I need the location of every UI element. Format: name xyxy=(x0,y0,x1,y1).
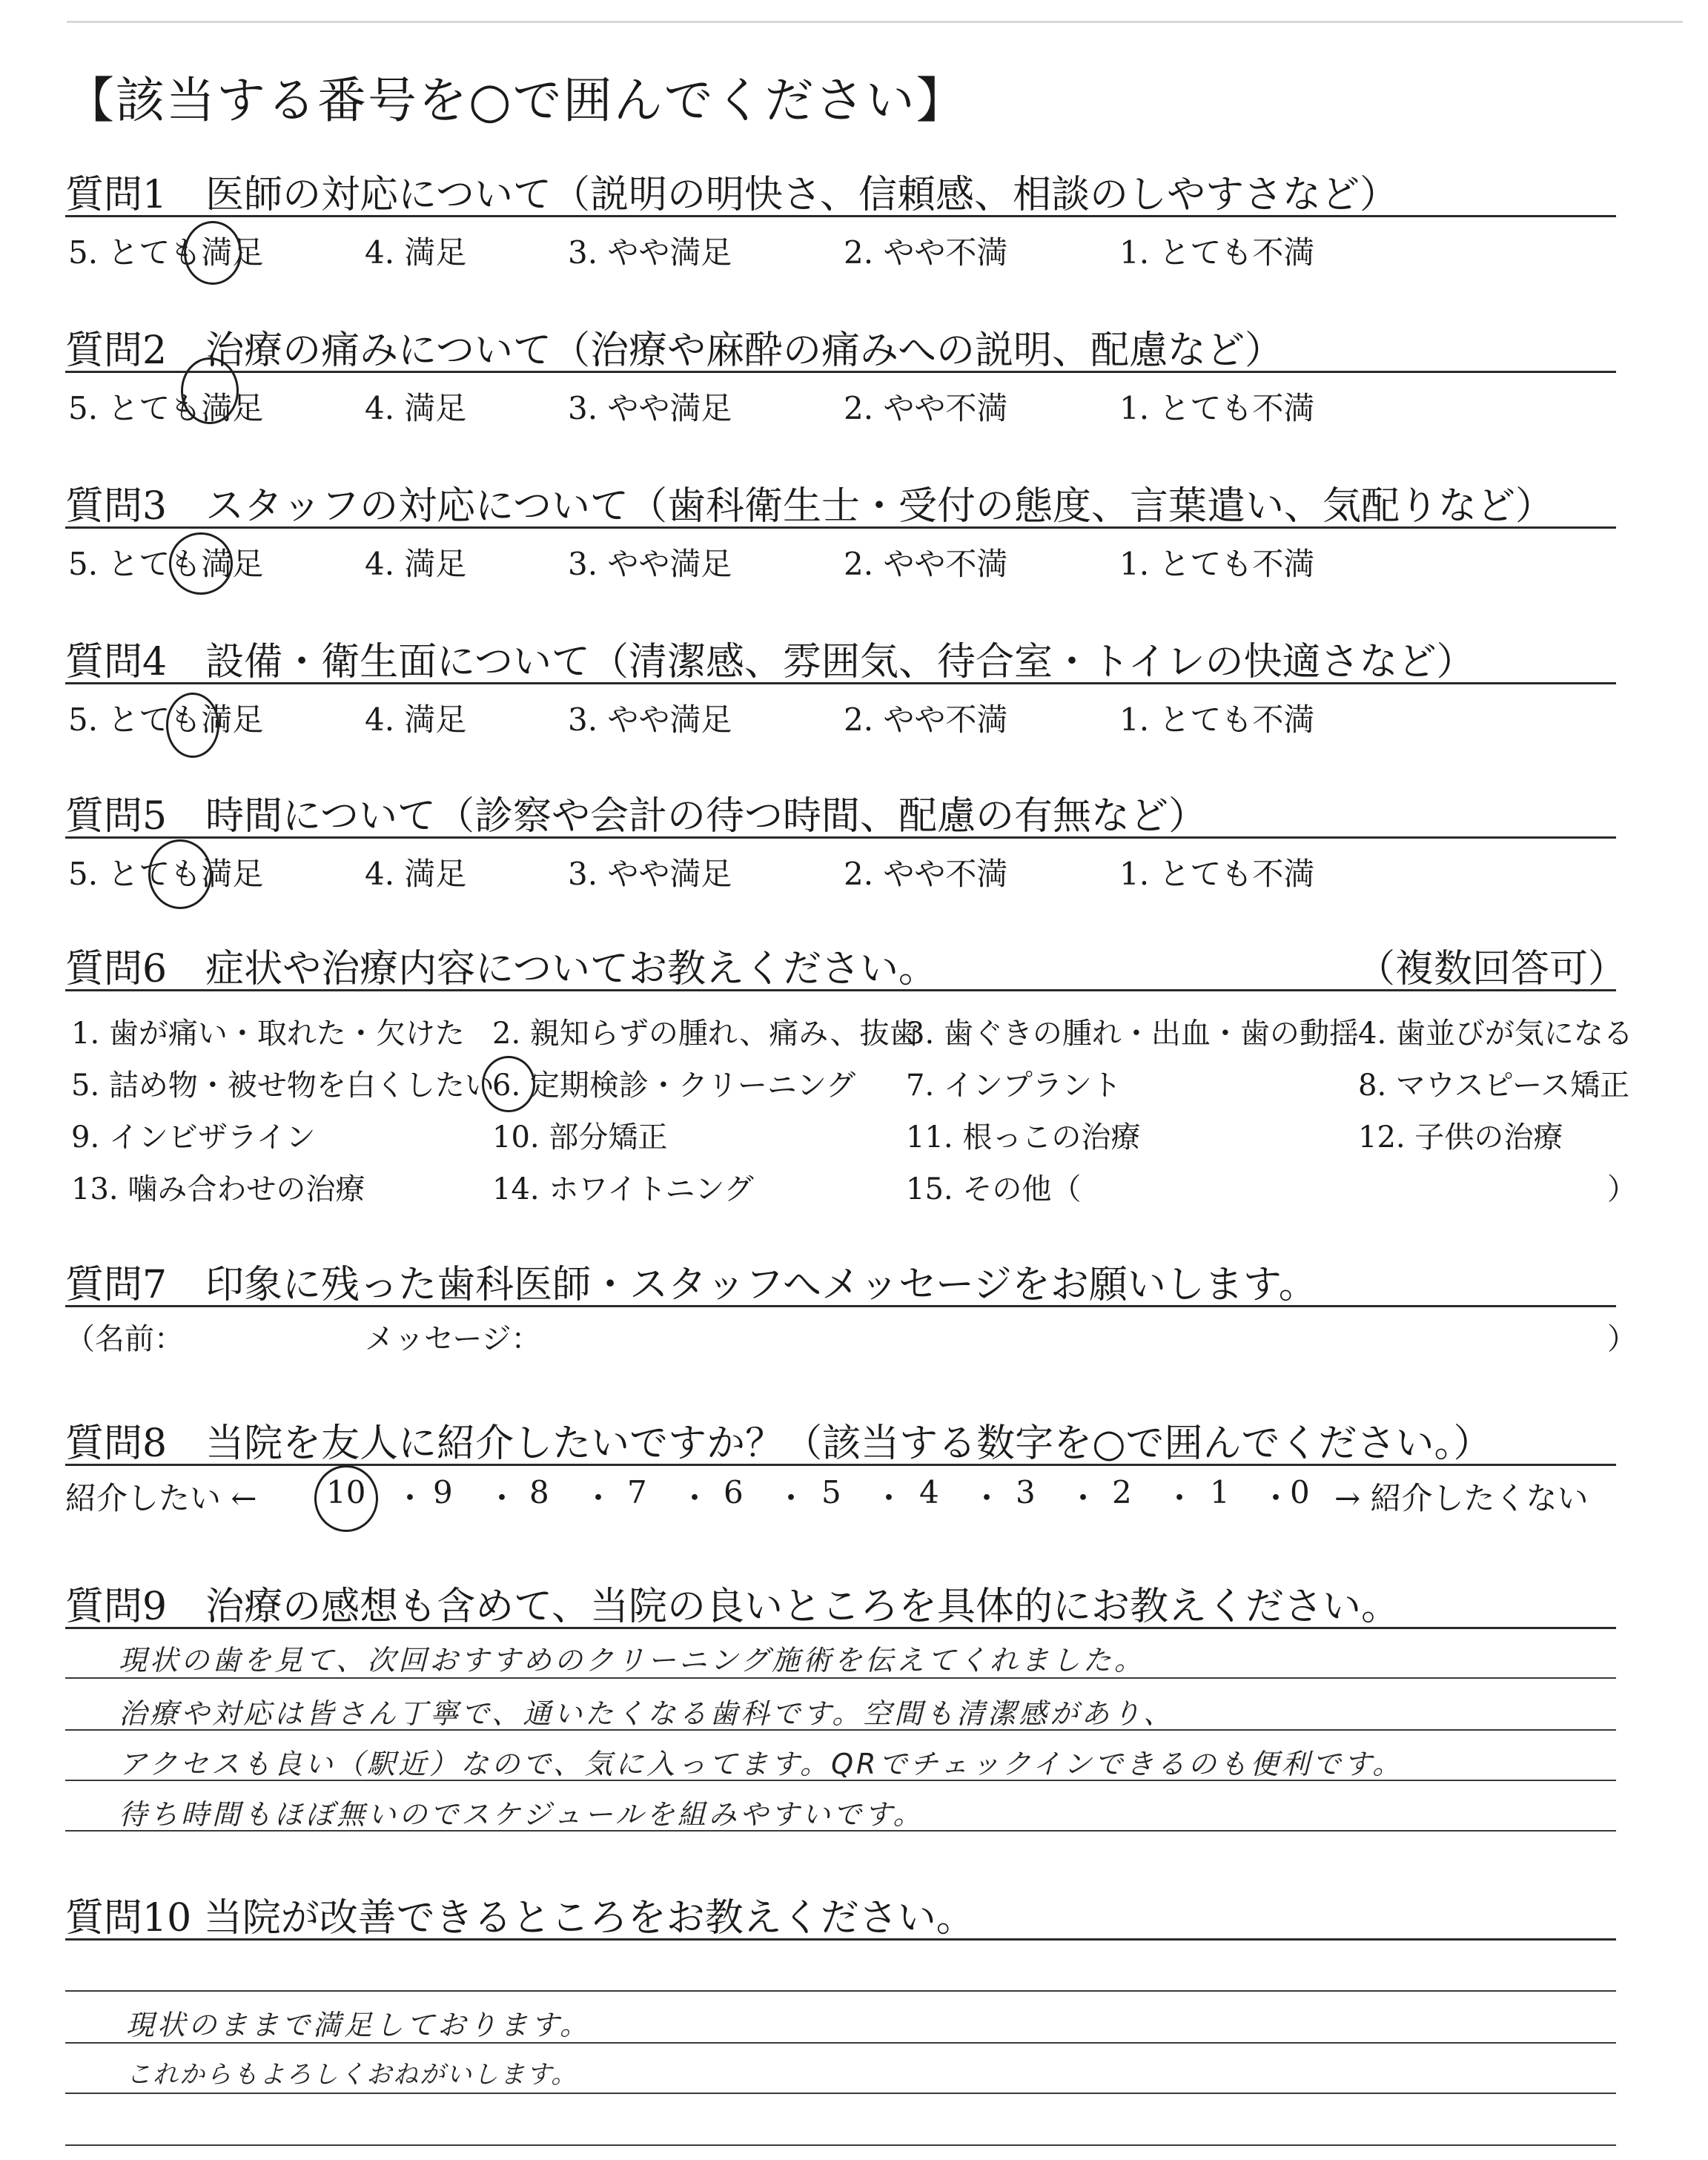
q1-option-1[interactable]: 1. とても不満 xyxy=(1119,234,1315,271)
q10-answer-line-1: 現状のままで満足しております。 xyxy=(126,2009,591,2041)
q8-scale-10[interactable]: 10 xyxy=(326,1474,366,1510)
q8-sep: ・ xyxy=(775,1480,807,1516)
q10-rule xyxy=(65,1938,1616,1941)
q5-option-2[interactable]: 2. やや不満 xyxy=(844,856,1008,892)
q6-option-15-close: ） xyxy=(1607,1172,1637,1206)
q1-option-4[interactable]: 4. 満足 xyxy=(365,234,467,271)
q1-title: 質問1 医師の対応について（説明の明快さ、信頼感、相談のしやすさなど） xyxy=(65,173,1398,217)
q9-answer-line-3: アクセスも良い（駅近）なので、気に入ってます。QRでチェックインできるのも便利です。 xyxy=(119,1748,1404,1780)
q6-rule xyxy=(65,989,1616,991)
q5-option-1[interactable]: 1. とても不満 xyxy=(1119,856,1315,892)
q2-title: 質問2 治療の痛みについて（治療や麻酔の痛みへの説明、配慮など） xyxy=(65,328,1284,373)
q7-close-paren: ） xyxy=(1607,1322,1637,1356)
q1-option-2[interactable]: 2. やや不満 xyxy=(844,234,1008,271)
q3-option-3[interactable]: 3. やや満足 xyxy=(568,546,732,582)
q10-answer-line-2: これからもよろしくおねがいします。 xyxy=(126,2060,578,2090)
q8-scale-7[interactable]: 7 xyxy=(627,1474,647,1510)
q4-rule xyxy=(65,682,1616,684)
q1-rule xyxy=(65,215,1616,217)
q6-option-15[interactable]: 15. その他（ xyxy=(906,1172,1082,1206)
q1-option-5[interactable]: 5. とても満足 xyxy=(68,234,264,271)
q4-title: 質問4 設備・衛生面について（清潔感、雰囲気、待合室・トイレの快適さなど） xyxy=(65,640,1475,684)
q8-sep: ・ xyxy=(971,1480,1003,1516)
q8-sep: ・ xyxy=(1164,1480,1196,1516)
q9-rule xyxy=(65,1627,1616,1629)
q4-option-2[interactable]: 2. やや不満 xyxy=(844,701,1008,738)
q6-option-10[interactable]: 10. 部分矯正 xyxy=(492,1120,668,1155)
q6-option-8[interactable]: 8. マウスピース矯正 xyxy=(1358,1069,1630,1103)
q5-option-5[interactable]: 5. とても満足 xyxy=(68,856,264,892)
q4-option-4[interactable]: 4. 満足 xyxy=(365,701,467,738)
q7-title: 質問7 印象に残った歯科医師・スタッフへメッセージをお願いします。 xyxy=(65,1263,1317,1307)
q6-option-13[interactable]: 13. 噛み合わせの治療 xyxy=(71,1172,365,1206)
q3-option-1[interactable]: 1. とても不満 xyxy=(1119,546,1315,582)
q8-scale-5[interactable]: 5 xyxy=(821,1474,841,1510)
q6-option-6[interactable]: 6. 定期検診・クリーニング xyxy=(492,1069,856,1103)
q8-right-label: → 紹介したくない xyxy=(1334,1480,1589,1516)
q8-scale-0[interactable]: 0 xyxy=(1290,1474,1310,1510)
q6-option-2[interactable]: 2. 親知らずの腫れ、痛み、抜歯 xyxy=(492,1017,919,1051)
q10-answer-line xyxy=(65,2093,1616,2094)
q8-scale-8[interactable]: 8 xyxy=(529,1474,549,1510)
q8-sep: ・ xyxy=(394,1480,426,1516)
q7-message-label: メッセージ： xyxy=(365,1322,541,1356)
q9-title: 質問9 治療の感想も含めて、当院の良いところを具体的にお教えください。 xyxy=(65,1585,1400,1629)
q8-scale-1[interactable]: 1 xyxy=(1210,1474,1230,1510)
q5-option-3[interactable]: 3. やや満足 xyxy=(568,856,732,892)
q8-scale-9[interactable]: 9 xyxy=(433,1474,453,1510)
q2-option-4[interactable]: 4. 満足 xyxy=(365,390,467,426)
q3-rule xyxy=(65,526,1616,529)
q3-title: 質問3 スタッフの対応について（歯科衛生士・受付の態度、言葉遣い、気配りなど） xyxy=(65,484,1555,529)
q2-option-2[interactable]: 2. やや不満 xyxy=(844,390,1008,426)
q8-scale-6[interactable]: 6 xyxy=(724,1474,744,1510)
q7-rule xyxy=(65,1305,1616,1307)
q8-sep: ・ xyxy=(486,1480,518,1516)
q2-option-3[interactable]: 3. やや満足 xyxy=(568,390,732,426)
q2-rule xyxy=(65,371,1616,373)
q10-answer-line xyxy=(65,2144,1616,2146)
q9-answer-line-2: 治療や対応は皆さん丁寧で、通いたくなる歯科です。空間も清潔感があり、 xyxy=(119,1697,1175,1730)
q6-option-1[interactable]: 1. 歯が痛い・取れた・欠けた xyxy=(71,1017,465,1051)
q8-scale-3[interactable]: 3 xyxy=(1016,1474,1036,1510)
q8-sep: ・ xyxy=(873,1480,905,1516)
q5-option-4[interactable]: 4. 満足 xyxy=(365,856,467,892)
q2-option-5[interactable]: 5. とても満足 xyxy=(68,390,264,426)
q7-name-label: （名前： xyxy=(65,1322,184,1356)
q6-multiple-answer-note: （複数回答可） xyxy=(1357,947,1627,991)
q6-option-12[interactable]: 12. 子供の治療 xyxy=(1358,1120,1563,1155)
q4-option-5[interactable]: 5. とても満足 xyxy=(68,701,264,738)
q8-sep: ・ xyxy=(583,1480,615,1516)
top-border xyxy=(67,21,1683,23)
q8-sep: ・ xyxy=(1260,1480,1292,1516)
q3-option-2[interactable]: 2. やや不満 xyxy=(844,546,1008,582)
q8-scale-2[interactable]: 2 xyxy=(1112,1474,1132,1510)
q6-option-4[interactable]: 4. 歯並びが気になる xyxy=(1358,1017,1633,1051)
q1-option-3[interactable]: 3. やや満足 xyxy=(568,234,732,271)
form-header: 【該当する番号を○で囲んでください】 xyxy=(65,72,967,129)
q8-scale-4[interactable]: 4 xyxy=(919,1474,939,1510)
q8-sep: ・ xyxy=(679,1480,711,1516)
q3-option-4[interactable]: 4. 満足 xyxy=(365,546,467,582)
q9-answer-line-1: 現状の歯を見て、次回おすすめのクリーニング施術を伝えてくれました。 xyxy=(119,1644,1145,1677)
q4-option-1[interactable]: 1. とても不満 xyxy=(1119,701,1315,738)
q4-option-3[interactable]: 3. やや満足 xyxy=(568,701,732,738)
q8-title: 質問8 当院を友人に紹介したいですか？（該当する数字を○で囲んでください。） xyxy=(65,1421,1492,1466)
q6-option-5[interactable]: 5. 詰め物・被せ物を白くしたい xyxy=(71,1069,494,1103)
q10-title: 質問10 当院が改善できるところをお教えください。 xyxy=(65,1896,975,1941)
q3-option-5[interactable]: 5. とても満足 xyxy=(68,546,264,582)
q6-option-14[interactable]: 14. ホワイトニング xyxy=(492,1172,754,1206)
q6-option-9[interactable]: 9. インビザライン xyxy=(71,1120,316,1155)
q10-answer-line xyxy=(65,1990,1616,1992)
q8-rule xyxy=(65,1464,1616,1466)
q6-option-11[interactable]: 11. 根っこの治療 xyxy=(906,1120,1141,1155)
q6-option-3[interactable]: 3. 歯ぐきの腫れ・出血・歯の動揺 xyxy=(906,1017,1359,1051)
q8-sep: ・ xyxy=(1068,1480,1099,1516)
q8-left-label: 紹介したい ← xyxy=(65,1480,257,1516)
q9-answer-line-4: 待ち時間もほぼ無いのでスケジュールを組みやすいです。 xyxy=(119,1798,924,1831)
q5-title: 質問5 時間について（診察や会計の待つ時間、配慮の有無など） xyxy=(65,794,1208,839)
q6-option-7[interactable]: 7. インプラント xyxy=(906,1069,1122,1103)
q5-rule xyxy=(65,836,1616,839)
q6-title: 質問6 症状や治療内容についてお教えください。 xyxy=(65,947,938,991)
q2-option-1[interactable]: 1. とても不満 xyxy=(1119,390,1315,426)
